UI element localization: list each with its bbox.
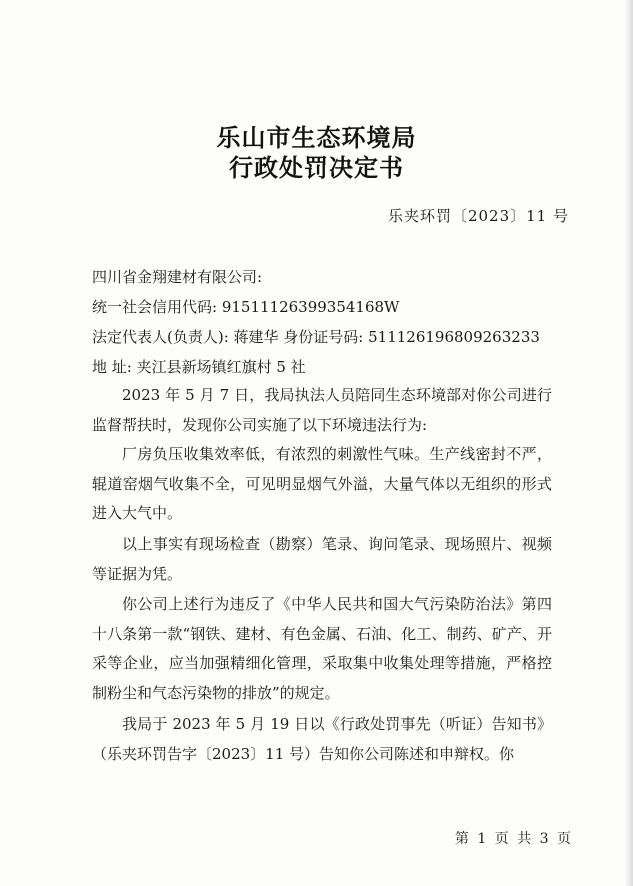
party-credit-code: 统一社会信用代码: 91511126399354168W xyxy=(92,298,400,316)
page-number: 第 1 页 共 3 页 xyxy=(454,831,573,847)
party-legal-rep: 法定代表人(负责人): 蒋建华 身份证号码: 511126196809263233 xyxy=(92,328,540,346)
paragraph-legal-basis: 你公司上述行为违反了《中华人民共和国大气污染防治法》第四十八条第一款“钢铁、建材、有色金属、石油、化工、制药、矿产、开采等企业，应当加强精细化管理，采取集中收集处理等措施，严格控制粉尘和气态污染物的排放”的规定。 xyxy=(92,595,552,702)
document-number: 乐夹环罚〔2023〕11 号 xyxy=(387,207,569,225)
paragraph-facts-intro: 2023 年 5 月 7 日，我局执法人员陪同生态环境部对你公司进行监督帮扶时，发现你公司实施了以下环境违法行为: xyxy=(92,386,552,434)
party-company: 四川省金翔建材有限公司: xyxy=(92,268,263,286)
party-address: 地 址: 夹江县新场镇红旗村 5 社 xyxy=(92,358,306,376)
paragraph-notice: 我局于 2023 年 5 月 19 日以《行政处罚事先（听证）告知书》（乐夹环罚告字〔2023〕11 号）告知你公司陈述和申辩权。你 xyxy=(92,715,552,763)
document-title: 行政处罚决定书 xyxy=(229,153,404,182)
agency-title: 乐山市生态环境局 xyxy=(216,123,417,152)
paragraph-evidence: 以上事实有现场检查（勘察）笔录、询问笔录、现场照片、视频等证据为凭。 xyxy=(92,535,552,583)
paragraph-violation: 厂房负压收集效率低，有浓烈的刺激性气味。生产线密封不严，辊道窑烟气收集不全，可见明显烟气外溢，大量气体以无组织的形式进入大气中。 xyxy=(92,445,552,522)
